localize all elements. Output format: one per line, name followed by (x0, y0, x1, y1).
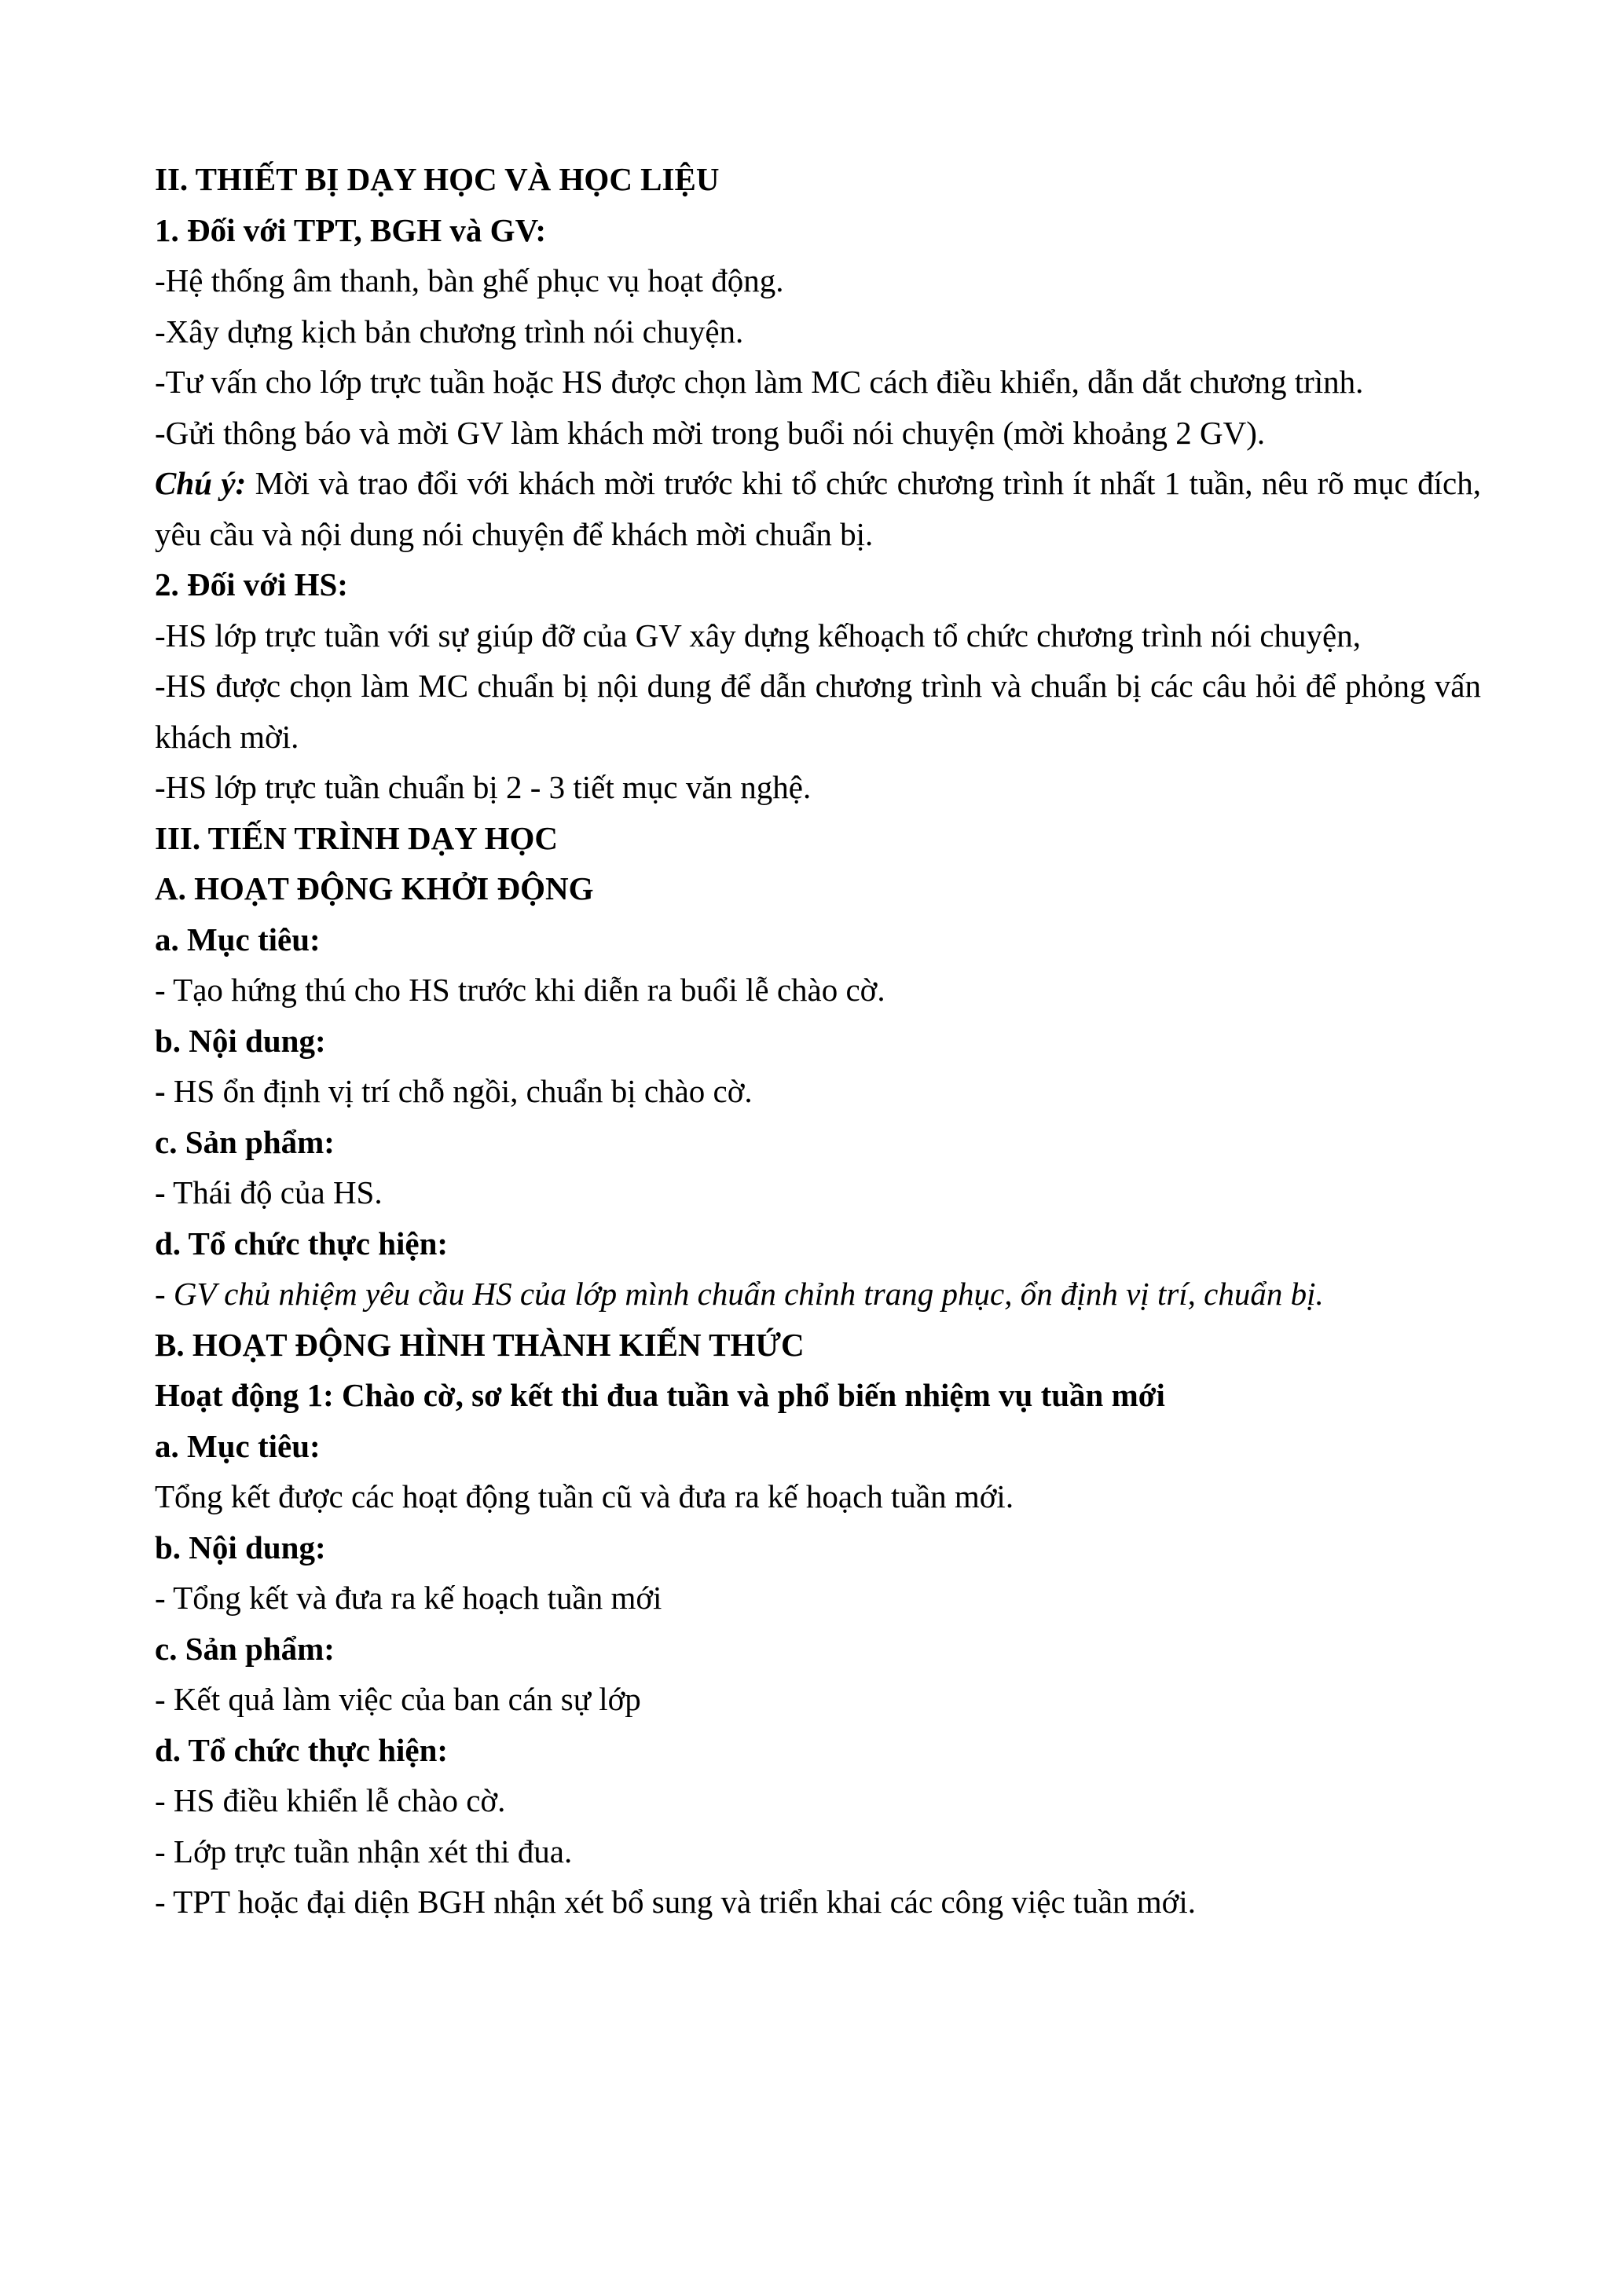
activity-heading: A. HOẠT ĐỘNG KHỞI ĐỘNG (155, 870, 594, 906)
list-item: -Hệ thống âm thanh, bàn ghế phục vụ hoạt động. (155, 262, 784, 298)
subheading: 2. Đối với HS: (155, 566, 348, 602)
text-run: HS ổn định vị trí chỗ ngồi, chuẩn bị chào cờ. (165, 1073, 753, 1109)
text-run: Thái độ của HS. (165, 1174, 383, 1210)
list-item: -Xây dựng kịch bản chương trình nói chuyện. (155, 313, 744, 350)
list-item: -HS lớp trực tuần chuẩn bị 2 - 3 tiết mục văn nghệ. (155, 769, 812, 805)
list-item: - HS điều khiển lễ chào cờ. (155, 1782, 506, 1818)
text (155, 1066, 1481, 1117)
section-heading: II. THIẾT BỊ DẠY HỌC VÀ HỌC LIỆU (155, 161, 720, 197)
dash: - (155, 1073, 166, 1109)
label: a. Mục tiêu: (155, 921, 321, 958)
label: b. Nội dung: (155, 1529, 326, 1565)
note-label: Chú ý: (155, 465, 247, 501)
activity-title: Hoạt động 1: Chào cờ, sơ kết thi đua tuần và phổ biến nhiệm vụ tuần mới (155, 1377, 1165, 1413)
list-item: - Lớp trực tuần nhận xét thi đua. (155, 1833, 573, 1869)
list-item: -Gửi thông báo và mời GV làm khách mời trong buổi nói chuyện (mời khoảng 2 GV). (155, 414, 1266, 451)
note-text: Mời và trao đổi với khách mời trước khi tổ chức chương trình ít nhất 1 tuần, nêu rõ mục đích, yêu cầu và nội dung nói chuyện để khách mời chuẩn bị. (155, 465, 1481, 552)
text: - Kết quả làm việc của ban cán sự lớp (155, 1681, 641, 1717)
label: c. Sản phẩm: (155, 1123, 335, 1160)
text: - Tạo hứng thú cho HS trước khi diễn ra buổi lễ chào cờ. (155, 972, 885, 1008)
list-item: -HS được chọn làm MC chuẩn bị nội dung để dẫn chương trình và chuẩn bị các câu hỏi để phỏng vấn khách mời. (155, 668, 1481, 755)
document-page (155, 154, 1481, 1928)
text: Tổng kết được các hoạt động tuần cũ và đưa ra kế hoạch tuần mới. (155, 1478, 1014, 1514)
label: b. Nội dung: (155, 1022, 326, 1059)
section-heading: III. TIẾN TRÌNH DẠY HỌC (155, 819, 559, 856)
subheading: 1. Đối với TPT, BGH và GV: (155, 211, 547, 248)
label: d. Tổ chức thực hiện: (155, 1731, 449, 1768)
text (155, 1167, 1481, 1218)
label: d. Tổ chức thực hiện: (155, 1225, 449, 1262)
dash: - (155, 1174, 166, 1210)
text: - Tổng kết và đưa ra kế hoạch tuần mới (155, 1580, 662, 1616)
label: c. Sản phẩm: (155, 1630, 335, 1667)
list-item: - TPT hoặc đại diện BGH nhận xét bổ sung và triển khai các công việc tuần mới. (155, 1884, 1196, 1920)
label: a. Mục tiêu: (155, 1427, 321, 1464)
list-item: -Tư vấn cho lớp trực tuần hoặc HS được chọn làm MC cách điều khiển, dẫn dắt chương trình. (155, 364, 1364, 400)
note-paragraph (155, 458, 1481, 559)
activity-heading: B. HOẠT ĐỘNG HÌNH THÀNH KIẾN THỨC (155, 1326, 805, 1363)
text: - GV chủ nhiệm yêu cầu HS của lớp mình chuẩn chỉnh trang phục, ổn định vị trí, chuẩn bị. (155, 1276, 1324, 1312)
list-item: -HS lớp trực tuần với sự giúp đỡ của GV xây dựng kếhoạch tổ chức chương trình nói chuyện, (155, 617, 1361, 654)
